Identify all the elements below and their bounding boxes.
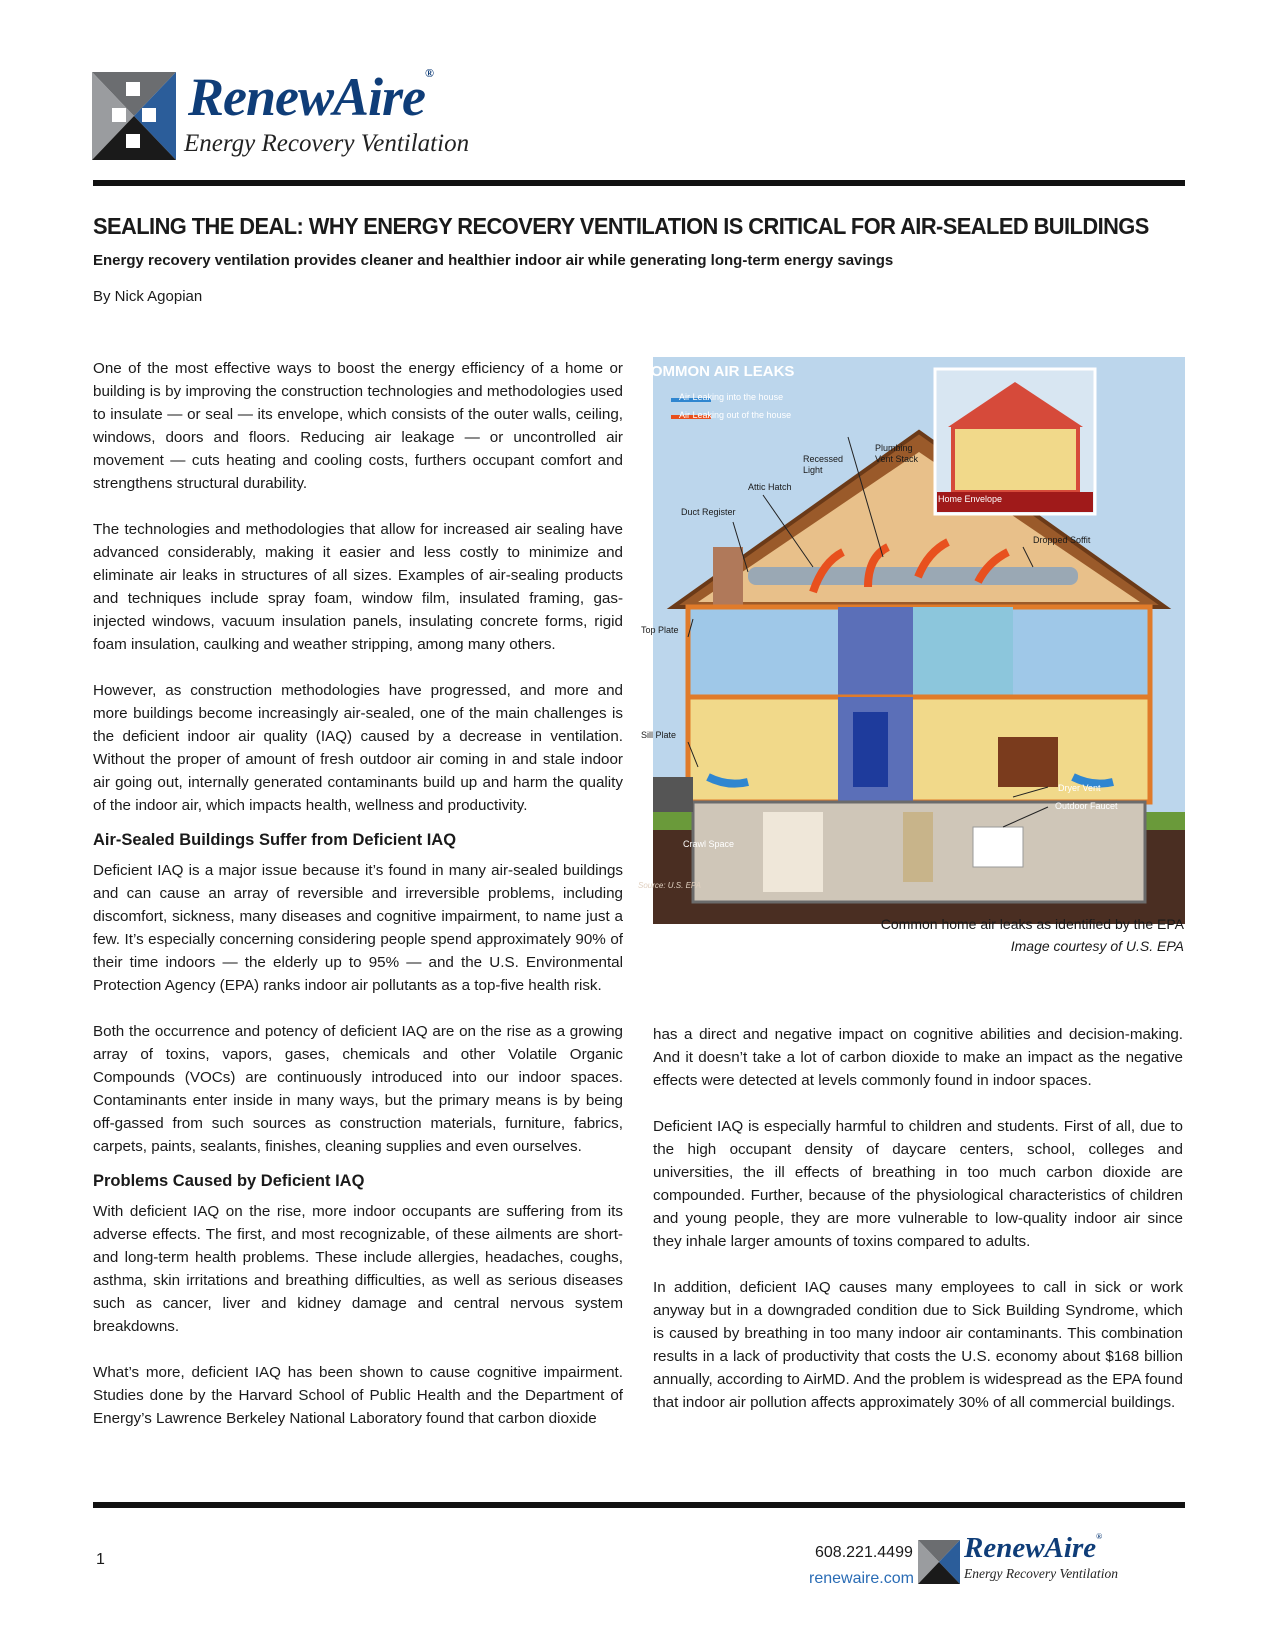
footer-tagline: Energy Recovery Ventilation [964, 1566, 1118, 1581]
logo-tagline: Energy Recovery Ventilation [184, 130, 470, 157]
figure-credit: Image courtesy of U.S. EPA [1010, 938, 1184, 954]
section-heading: Problems Caused by Deficient IAQ [93, 1172, 365, 1190]
label-soffit: Dropped Soffit [1033, 535, 1091, 545]
legend-out: Air Leaking out of the house [679, 410, 792, 420]
left-column [93, 357, 623, 1453]
paragraph: In addition, deficient IAQ causes many employees to call in sick or work anyway but in a downgraded condition due to Sick Building Syndrome, which is caused by breathing in too many indoor air contaminants. This combination results in a lack of productivity that costs the U.S. economy about $168 billion annually, according to AirMD. And the problem is widespread as the EPA found that indoor air pollution affects approximately 30% of all commercial buildings. [653, 1279, 1183, 1411]
label-dryer: Dryer Vent [1058, 783, 1101, 793]
paragraph: Both the occurrence and potency of deficient IAQ are on the rise as a growing array of toxins, vapors, gases, chemicals and other Volatile Organic Compounds (VOCs) are continuously introduced into our indoor spaces. Contaminants enter inside in many ways, but the primary means is by being off-gassed from such sources as construction materials, furniture, fabrics, carpets, paints, sealants, finishes, cleaning supplies and even ourselves. [93, 1023, 623, 1155]
paragraph: has a direct and negative impact on cognitive abilities and decision-making. And it doesn’t take a lot of carbon dioxide to make an impact as the negative effects were detected at levels commonly found in indoor spaces. [653, 1026, 1183, 1089]
figure-source: Source: U.S. EPA [638, 881, 701, 890]
header-rule [93, 180, 1185, 186]
paragraph: Deficient IAQ is especially harmful to children and students. First of all, due to the high occupant density of daycare centers, school, colleges and universities, the ill effects of breathing in too much carbon dioxide are compounded. Further, because of the physiological characteristics of children and young people, they are more vulnerable to low-quality indoor air since they inhale larger amounts of toxins compared to adults. [653, 1118, 1183, 1250]
article-byline: By Nick Agopian [93, 288, 203, 305]
label-crawl: Crawl Space [683, 839, 735, 849]
footer-logo-mark-icon [918, 1540, 960, 1584]
right-column [653, 1023, 1183, 1437]
paragraph: What’s more, deficient IAQ has been shown to cause cognitive impairment. Studies done by the Harvard School of Public Health and the Department of Energy’s Lawrence Berkeley National Laboratory found that carbon dioxide [93, 1364, 623, 1427]
article-subtitle: Energy recovery ventilation provides cleaner and healthier indoor air while generating long-term energy savings [93, 252, 894, 269]
label-recessed: Recessed Light [803, 454, 844, 475]
footer-rule [93, 1502, 1185, 1508]
figure-caption: Common home air leaks as identified by the EPA [880, 916, 1184, 932]
label-faucet: Outdoor Faucet [1055, 801, 1118, 811]
paragraph: One of the most effective ways to boost the energy efficiency of a home or building is by improving the construction technologies and methodologies used to insulate — or seal — its envelope, which consists of the outer walls, ceiling, windows, doors and floors. Reducing air leakage — or uncontrolled air movement — cuts heating and cooling costs, furthers occupant comfort and strengthens structural durability. [93, 360, 623, 492]
paragraph: However, as construction methodologies have progressed, and more and more buildings become increasingly air-sealed, one of the main challenges is the deficient indoor air quality (IAQ) caused by a decrease in ventilation. Without the proper of amount of fresh outdoor air coming in and stale indoor air going out, internally generated contaminants build up and harm the quality of the indoor air, which impacts health, wellness and productivity. [93, 682, 623, 814]
footer-registered: ® [1096, 1532, 1103, 1541]
paragraph: The technologies and methodologies that allow for increased air sealing have advanced considerably, making it easier and less costly to minimize and eliminate air leaks in structures of all sizes. Examples of air-sealing products and techniques include spray foam, window film, insulated framing, gas-injected windows, vacuum insulation panels, insulating concrete forms, rigid foam insulation, caulking and weather stripping, among many others. [93, 521, 623, 653]
paragraph: With deficient IAQ on the rise, more indoor occupants are suffering from its adverse effects. The first, and most recognizable, of these ailments are short- and long-term health problems. These include allergies, headaches, coughs, asthma, skin irritations and breathing difficulties, as well as serious diseases such as cancer, liver and kidney damage and central nervous system breakdowns. [93, 1203, 623, 1335]
label-duct: Duct Register [681, 507, 736, 517]
legend-in: Air Leaking into the house [679, 392, 784, 402]
label-sill-plate: Sill Plate [641, 730, 677, 740]
section-heading: Air-Sealed Buildings Suffer from Deficient IAQ [93, 831, 457, 849]
footer-brand: RenewAire [964, 1532, 1097, 1564]
paragraph: Deficient IAQ is a major issue because it’s found in many air-sealed buildings and can cause an array of reversible and irreversible problems, including discomfort, sickness, many diseases and cognitive impairment, to name just a few. It’s especially concerning considering people spend approximately 90% of their time indoors — the elderly up to 95% — and the U.S. Environmental Protection Agency (EPA) ranks indoor air pollutants as a top-five health risk. [93, 862, 623, 994]
article-title: SEALING THE DEAL: WHY ENERGY RECOVERY VENTILATION IS CRITICAL FOR AIR-SEALED BUILDINGS [93, 213, 1149, 239]
label-top-plate: Top Plate [641, 625, 679, 635]
label-envelope: Home Envelope [938, 494, 1003, 504]
footer-url-link[interactable]: renewaire.com [809, 1570, 914, 1587]
footer-logo [918, 1532, 1188, 1588]
footer-phone: 608.221.4499 [815, 1544, 913, 1561]
logo-mark-icon [92, 72, 176, 160]
page-number: 1 [96, 1551, 105, 1568]
header-logo [92, 66, 552, 162]
label-attic: Attic Hatch [748, 482, 792, 492]
label-plumbing: Plumbing Vent Stack [875, 443, 919, 464]
figure-heading: COMMON AIR LEAKS [640, 363, 795, 380]
air-leaks-figure [638, 357, 1185, 924]
logo-brand: RenewAire [188, 67, 426, 127]
logo-registered: ® [425, 66, 433, 80]
